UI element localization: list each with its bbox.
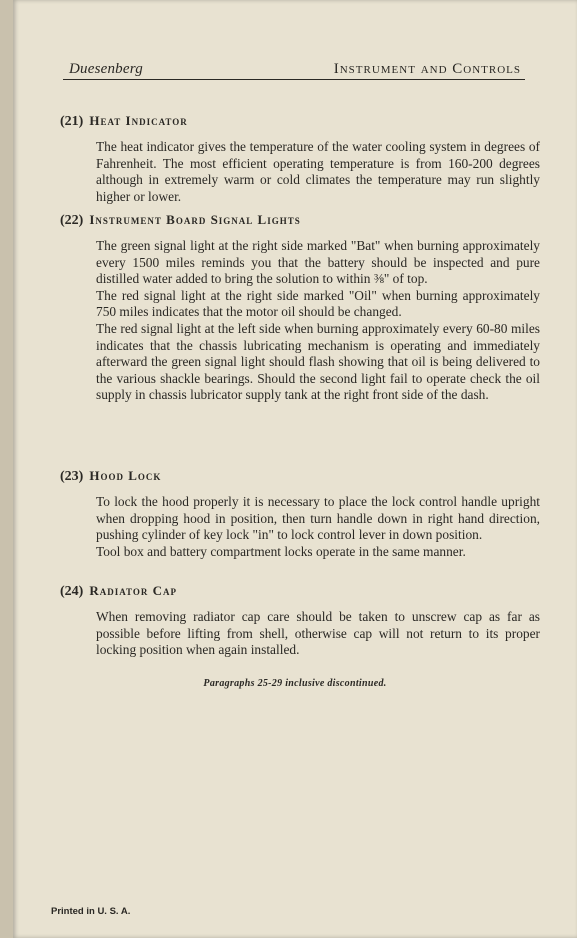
running-header	[63, 55, 525, 80]
paragraph: To lock the hood properly it is necessary to place the lock control handle upright when dropping hood in position, then turn handle down in right hand direction, pushing cylinder of key lock "in" to lock control lever in down position.	[96, 494, 540, 543]
section-heading	[60, 582, 550, 601]
section-heading	[60, 467, 550, 486]
section-body	[96, 494, 540, 560]
section-body	[96, 238, 540, 404]
document-page	[13, 0, 577, 938]
section-number: (22)	[60, 213, 84, 228]
paragraph: The red signal light at the right side marked "Oil" when burning approximately 750 miles indicates that the motor oil should be changed.	[96, 287, 540, 320]
paragraph: When removing radiator cap care should be taken to unscrew cap as far as possible before lifting from shell, otherwise cap will not return to its proper locking position when again installed.	[96, 609, 540, 658]
running-header-chapter: Instrument and Controls	[333, 61, 521, 77]
section-number: (24)	[60, 584, 84, 599]
section-hood-lock	[60, 467, 550, 560]
section-body	[96, 139, 540, 205]
section-title: Hood Lock	[89, 468, 162, 483]
page-gutter	[0, 0, 13, 938]
paragraph: The heat indicator gives the temperature of the water cooling system in degrees of Fahrenheit. The most efficient operating temperature is from 160-200 degrees although in extremely warm or cold climates the temperature may run slightly higher or lower.	[96, 139, 540, 204]
section-heading	[60, 211, 550, 230]
section-number: (21)	[60, 114, 84, 129]
paragraph: The green signal light at the right side marked "Bat" when burning approximately every 1500 miles reminds you that the battery should be inspected and pure distilled water added to bring the solution to within ⅜" of top.	[96, 238, 540, 287]
discontinued-note: Paragraphs 25-29 inclusive discontinued.	[203, 678, 387, 689]
printer-imprint: Printed in U. S. A.	[51, 906, 131, 917]
section-signal-lights	[60, 211, 550, 404]
section-title: Instrument Board Signal Lights	[89, 212, 301, 227]
section-body	[96, 609, 540, 659]
paragraph: Tool box and battery compartment locks operate in the same manner.	[96, 543, 466, 559]
section-heat-indicator	[60, 112, 550, 205]
running-header-title: Duesenberg	[69, 61, 143, 77]
section-radiator-cap	[60, 582, 550, 659]
section-number: (23)	[60, 469, 84, 484]
section-title: Heat Indicator	[89, 113, 188, 128]
paragraph: The red signal light at the left side when burning approximately every 60-80 miles indicates that the chassis lubricating mechanism is operating and immediately afterward the green signal light should flash showing that oil is being delivered to the various shackle bearings. Should the second light fail to operate check the oil supply in chassis lubricator supply tank at the right front side of the dash.	[96, 320, 540, 403]
section-title: Radiator Cap	[89, 583, 178, 598]
section-heading	[60, 112, 550, 131]
